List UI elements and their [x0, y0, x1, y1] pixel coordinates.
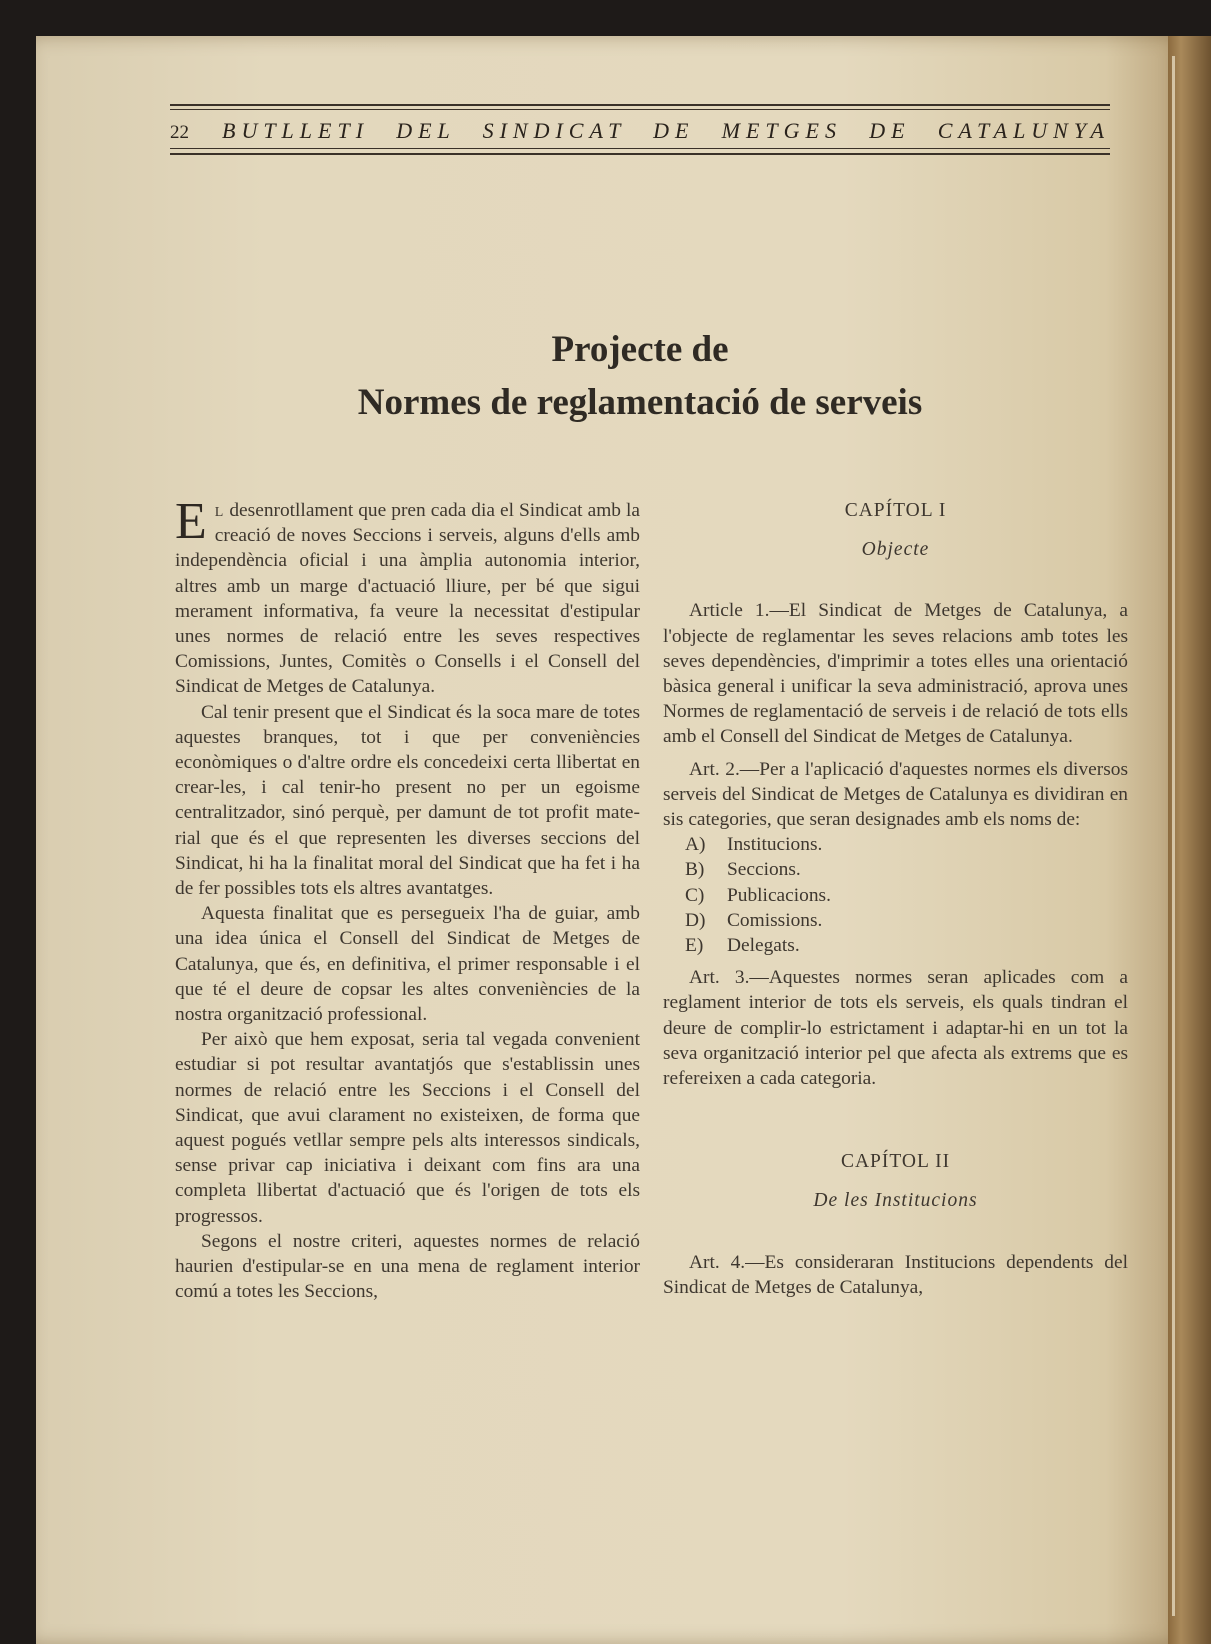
list-item: C) Publicacions.	[685, 884, 831, 906]
list-item: A) Institucions.	[685, 834, 823, 856]
running-header	[170, 104, 1110, 160]
journal-title: BUTLLETI DEL SINDICAT DE METGES DE CATALUNYA	[222, 118, 1110, 143]
body-paragraph-3: Per això que hem exposat, seria tal vegada convenient estudiar si pot resultar avantatjós que s'establissin unes normes de relació entre les Seccions i el Consell del Sindicat, que avui clarament no existeixen, de forma que aquest pogués vetllar sempre pels alts interessos sindicals, sense privar cap iniciativa i deixant com fins ara una completa llibertat d'actuació que és l'origen de tots els progressos.	[175, 1029, 640, 1227]
right-column	[663, 498, 1128, 1300]
header-rule-bottom	[170, 153, 1110, 155]
page-number: 22	[170, 122, 189, 143]
list-item: E) Delegats.	[685, 935, 800, 957]
article-1: Article 1.—El Sindicat de Metges de Catalunya, a l'objecte de reglamentar les seves relacions amb totes les seves dependències, d'imprimir a totes elles una orientació bàsica general i unificar la seva administració, aprova unes Normes de reglamentació de serveis i de relació de tots ells amb el Consell del Sindicat de Metges de Catalunya.	[663, 600, 1128, 748]
header-rule-top-thin	[170, 109, 1110, 110]
first-word-rest: l	[214, 500, 225, 521]
header-rule-top	[170, 104, 1110, 106]
body-paragraph-2: Aquesta finalitat que es persegueix l'ha de guiar, amb una idea única el Consell del Sindicat de Metges de Catalunya, que és, en definitiva, el primer responsable i el que té el deure de copsar les altes conveniències de la nostra organització professional.	[175, 903, 640, 1026]
article-title-line2: Normes de reglamentació de serveis	[357, 382, 923, 423]
intro-text: desenrotllament que pren cada dia el Sindicat amb la creació de noves Seccions i serveis, alguns d'ells amb independència oficial i una àmplia autonomia interior, altres amb un marge d'actuació lliure, per bé que sigui merament informativa, fa veure la necessitat d'estipular unes normes de relació entre les seves respectives Comissions, Juntes, Comitès o Consells i el Consell del Sindicat de Metges de Catalunya.	[175, 500, 640, 698]
intro-paragraph	[175, 493, 640, 700]
article-title-line1: Projecte de	[551, 329, 729, 370]
chapter-1-heading: CAPÍTOL I	[844, 500, 947, 521]
drop-cap: E	[175, 493, 207, 550]
chapter-2-subheading: De les Institucions	[813, 1190, 978, 1212]
category-list	[663, 832, 1128, 958]
body-paragraph-4: Segons el nostre criteri, aquestes normes de relació haurien d'estipular-se en una mena de reglament interior comú a totes les Seccions,	[175, 1230, 640, 1303]
book-page-edge	[1168, 36, 1211, 1644]
article-3: Art. 3.—Aquestes normes seran aplicades com a reglament interior de tots els serveis, els quals tindran el deure de complir-lo estrictament i adaptar-hi en un tot la seva organització interior pel que afecta als extrems que es refereixen a cada categoria.	[663, 967, 1128, 1090]
chapter-1-subheading: Objecte	[861, 539, 930, 561]
list-item: B) Seccions.	[685, 859, 801, 881]
left-column	[175, 493, 640, 1305]
list-item: D) Comissions.	[685, 909, 823, 931]
article-4: Art. 4.—Es consideraran Institucions dependents del Sindicat de Metges de Catalunya,	[663, 1251, 1128, 1298]
article-2: Art. 2.—Per a l'aplicació d'aquestes normes els diversos serveis del Sindicat de Metges de Catalunya es dividiran en sis categories, que seran designades amb els noms de:	[663, 758, 1128, 831]
header-rule-bottom-thin	[170, 148, 1110, 149]
chapter-2-heading: CAPÍTOL II	[840, 1151, 951, 1173]
body-paragraph-1: Cal tenir present que el Sindicat és la soca mare de totes aquestes branques, tot i que per conveniències econòmiques o d'altre ordre els concedeixi certa llibertat en crear-les, i cal tenir-ho present no per un egoisme centralitzador, sinó perquè, per damunt de tot profit material que és el que representen les diverses seccions del Sindicat, hi ha la finalitat moral del Sindicat que ha fet i ha de fer possibles tots els altres avantatges.	[175, 701, 640, 900]
